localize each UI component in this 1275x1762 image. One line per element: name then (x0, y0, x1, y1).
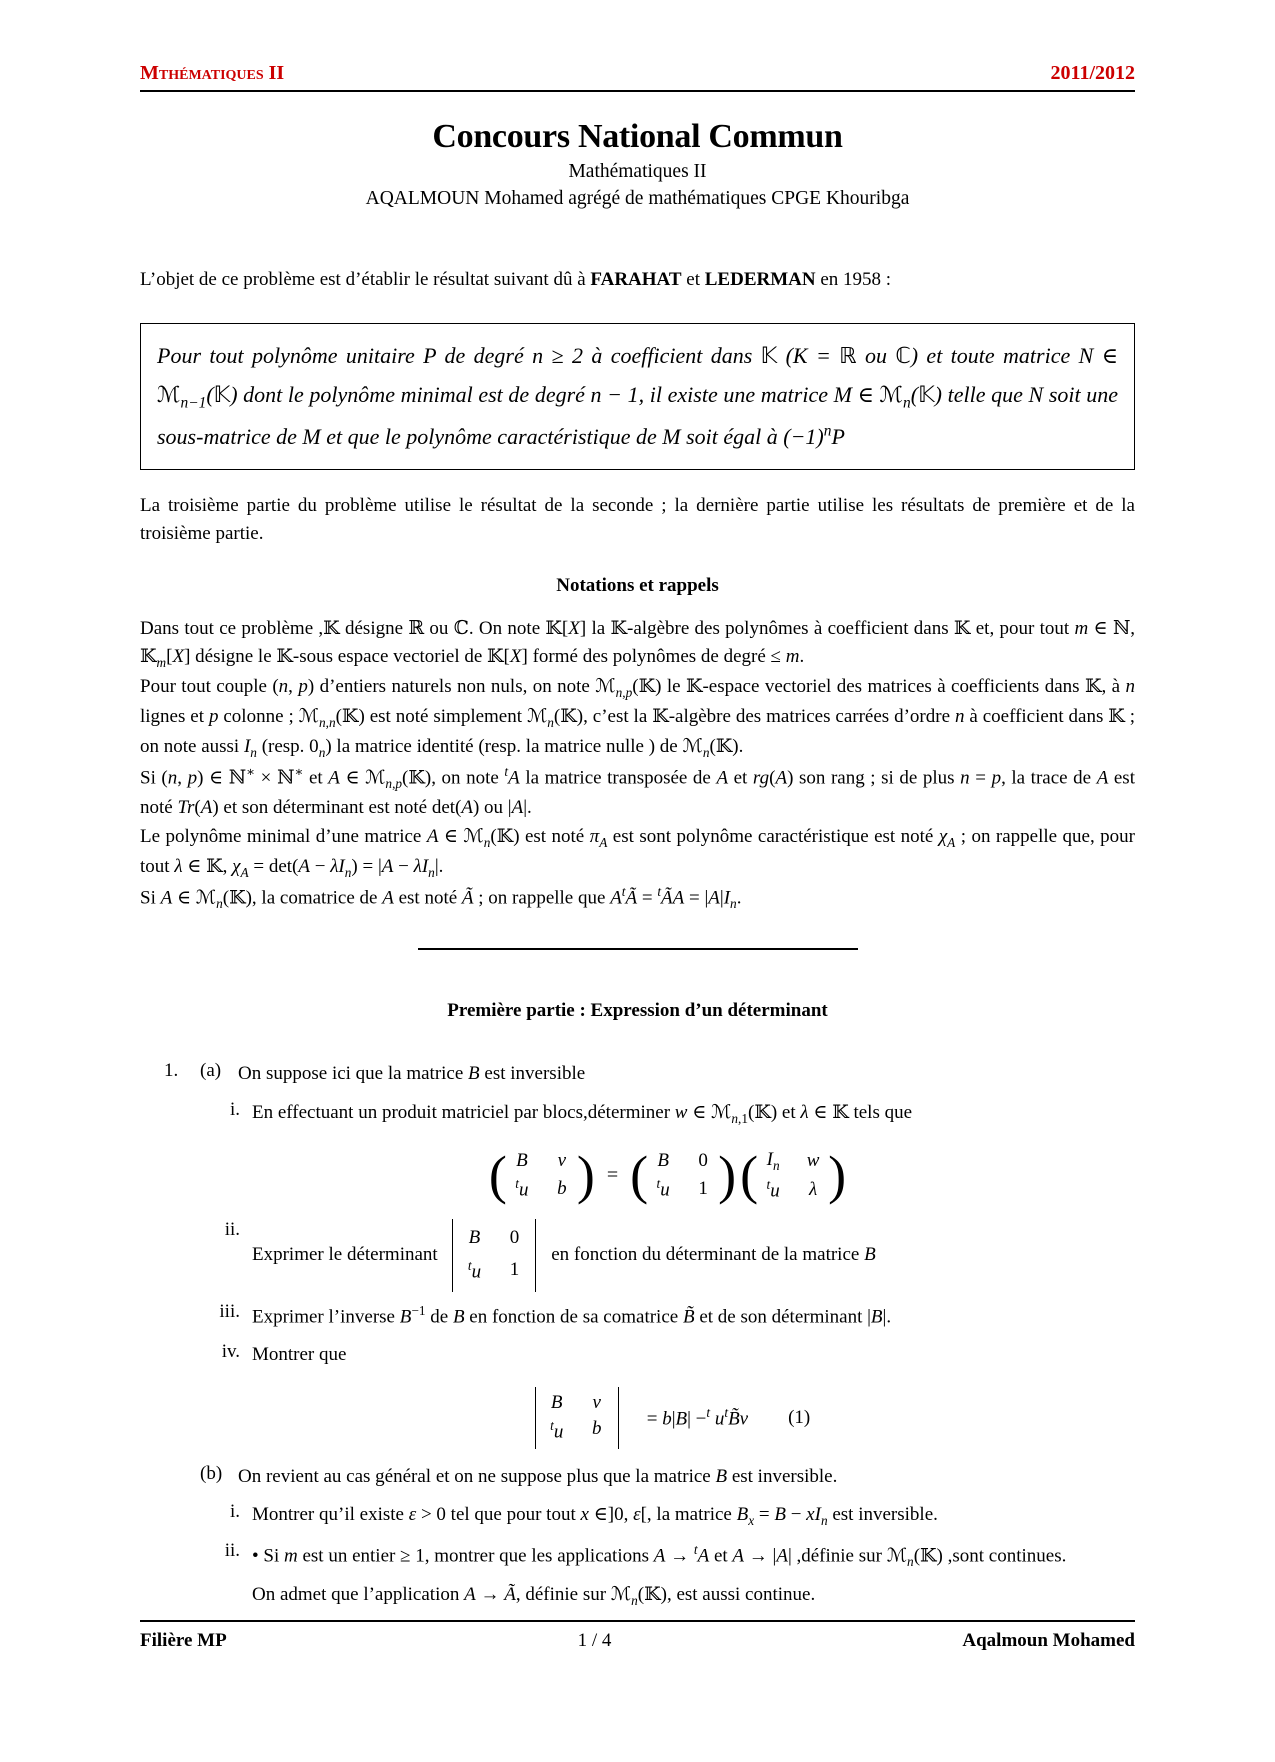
matrix-cell: 1 (509, 1259, 520, 1281)
document-title: Concours National Commun (432, 118, 843, 155)
right-paren: ) (828, 1145, 847, 1206)
question-1b (200, 1463, 1135, 1492)
intro-paragraph: L’objet de ce problème est d’établir le résultat suivant dû à FARAHAT et LEDERMAN en 1958 : (140, 269, 892, 290)
matrix-lhs (488, 1145, 595, 1206)
question-1b-label: (b) (200, 1462, 223, 1484)
block-equation-matrix-product (200, 1147, 1135, 1205)
document-subtitle: Mathématiques II (568, 161, 707, 182)
matrix-cell: v (557, 1149, 567, 1171)
empty-label-spacer (200, 1581, 252, 1611)
part1-heading: Première partie : Expression d’un déterminant (447, 1000, 828, 1022)
item-a-iv-text: Montrer que (252, 1343, 347, 1365)
footer-page-number: 1 / 4 (577, 1629, 612, 1651)
matrix-cell: $I_n$ (766, 1148, 780, 1173)
matrix-cell: λ (808, 1179, 818, 1201)
theorem-box: Pour tout polynôme unitaire P de degré n ≥ 2 à coefficient dans 𝕂 (K = ℝ ou ℂ) et toute matrice N ∈ ℳ$_{n-1}$(𝕂) dont le polynôme minimal est de degré n − 1, il existe une matrice M ∈ ℳ$_n$(𝕂) telle que N soit une sous-matrice de M et que le polynôme caractéristique de M soit égal à $(-1)^nP$ (140, 323, 1135, 470)
matrix-cell: $^t$u (766, 1177, 780, 1202)
item-b-ii-text: • Si m est un entier ≥ 1, montrer que les applications A → $^t$A et A → |A| ,définie sur ℳ$_n$(𝕂) ,sont continues. (252, 1541, 1067, 1570)
matrix-grid (758, 1147, 828, 1205)
header-school-year: 2011/2012 (1050, 62, 1135, 84)
matrix-cell: v (592, 1392, 601, 1414)
item-a-ii-label: ii. (224, 1218, 240, 1240)
item-b-i-text: Montrer qu’il existe ε > 0 tel que pour tout x ∈]0, ε[, la matrice $B_x = B - xI_n$ est inversible. (252, 1504, 938, 1528)
matrix-grid (507, 1148, 577, 1203)
author-line: AQALMOUN Mohamed agrégé de mathématiques CPGE Khouribga (365, 188, 910, 209)
question-1b-text: On revient au cas général et on ne suppose plus que la matrice B est inversible. (238, 1465, 838, 1487)
header-course-title: Mthématiques II (140, 62, 285, 84)
page-header (140, 62, 1135, 92)
item-a-iii-text: Exprimer l’inverse $B^{-1}$ de B en fonction de sa comatrice B̃ et de son déterminant |B|. (252, 1303, 892, 1328)
question-1 (140, 1060, 1135, 1619)
item-b-i-label: i. (229, 1501, 240, 1523)
question-1a-label: (a) (200, 1060, 222, 1082)
notations-paragraph-1: Dans tout ce problème ,𝕂 désigne ℝ ou ℂ. On note 𝕂[X] la 𝕂-algèbre des polynômes à coefficient dans 𝕂 et, pour tout m ∈ ℕ, 𝕂$_m$[X] désigne le 𝕂-sous espace vectoriel de 𝕂[X] formé des polynômes de degré ≤ m. (140, 617, 1136, 671)
question-1a-subitems (200, 1099, 1135, 1449)
item-b-ii-continuation-text: On admet que l’application A → Ã, définie sur ℳ$_n$(𝕂), est aussi continue. (252, 1583, 816, 1608)
notations-paragraph-4: Le polynôme minimal d’une matrice A ∈ ℳ$_n$(𝕂) est noté $\pi_A$ est sont polynôme caractéristique est noté $\chi_A$ ; on rappelle que, pour tout λ ∈ 𝕂, $\chi_A = \det(A - \lambda I_n) = |A - \lambda I_n|$. (140, 825, 1135, 880)
page-footer (140, 1620, 1135, 1652)
item-a-iii (200, 1301, 1135, 1332)
right-paren: ) (718, 1145, 737, 1206)
footer-track: Filière MP (140, 1629, 227, 1651)
matrix-cell: B (468, 1226, 481, 1248)
question-body (200, 1060, 1135, 1619)
left-paren: ( (488, 1145, 507, 1206)
matrix-cell: b (557, 1177, 567, 1199)
item-b-ii-continuation (200, 1581, 1135, 1611)
equation-1-tag: (1) (788, 1407, 811, 1428)
matrix-cell: B (657, 1149, 669, 1171)
notations-paragraph-2: Pour tout couple (n, p) d’entiers naturels non nuls, on note ℳ$_{n,p}$(𝕂) le 𝕂-espace vectoriel des matrices à coefficients dans 𝕂, à n lignes et p colonne ; ℳ$_{n,n}$(𝕂) est noté simplement ℳ$_n$(𝕂), c’est la 𝕂-algèbre des matrices carrées d’ordre n à coefficient dans 𝕂 ; on note aussi $I_n$ (resp. $0_n$) la matrice identité (resp. la matrice nulle ) de ℳ$_n$(𝕂). (140, 676, 1135, 760)
equation-1 (200, 1387, 1135, 1448)
matrix-product-group (630, 1147, 846, 1205)
equation-1-rhs: = b|B| −$^t$ $u^tB̃v$ (646, 1405, 749, 1430)
matrix-cell: w (806, 1149, 820, 1171)
question-1b-subitems (200, 1501, 1135, 1611)
item-b-ii (200, 1540, 1135, 1572)
item-a-ii-text (252, 1219, 1135, 1292)
footer-author: Aqalmoun Mohamed (962, 1629, 1135, 1651)
equals-sign: = (606, 1164, 619, 1187)
question-number: 1. (164, 1060, 179, 1082)
item-a-iii-label: iii. (219, 1301, 240, 1323)
matrix-cell: B (516, 1149, 528, 1171)
item-a-i (200, 1099, 1135, 1129)
matrix-grid (648, 1148, 718, 1203)
item-b-i (200, 1501, 1135, 1531)
item-a-iv-label: iv. (221, 1340, 240, 1362)
question-1a-text: On suppose ici que la matrice B est inversible (238, 1063, 586, 1085)
matrix-cell: 0 (698, 1149, 708, 1171)
question-1a (200, 1060, 1135, 1089)
right-paren: ) (576, 1145, 595, 1206)
determinant-matrix (535, 1387, 619, 1448)
matrix-cell: $^t$u (550, 1418, 564, 1443)
after-box-paragraph: La troisième partie du problème utilise le résultat de la seconde ; la dernière partie utilise les résultats de première et de la troisième partie. (140, 494, 1135, 545)
matrix-cell: b (591, 1418, 602, 1440)
item-a-i-text: En effectuant un produit matriciel par blocs,déterminer w ∈ ℳ$_{n,1}$(𝕂) et λ ∈ 𝕂 tels que (252, 1101, 913, 1126)
item-a-i-label: i. (229, 1098, 240, 1120)
notations-paragraph-3: Si (n, p) ∈ ℕ∗ × ℕ∗ et A ∈ ℳ$_{n,p}$(𝕂), on note $^t$A la matrice transposée de A et rg(A) son rang ; si de plus n = p, la trace de A est noté Tr(A) et son déterminant est noté det(A) ou |A|. (140, 764, 1135, 819)
item-a-ii-post: en fonction du déterminant de la matrice B (551, 1243, 876, 1265)
matrix-cell: B (550, 1392, 563, 1414)
item-a-ii-pre: Exprimer le déterminant (252, 1243, 438, 1265)
matrix-cell: $^t$u (515, 1175, 529, 1201)
determinant-matrix (452, 1219, 536, 1292)
notations-heading: Notations et rappels (556, 574, 719, 596)
matrix-cell: $^t$u (656, 1175, 670, 1201)
item-a-iv (200, 1341, 1135, 1370)
notations-paragraph-5: Si A ∈ ℳ$_n$(𝕂), la comatrice de A est noté Ã ; on rappelle que $A^tÃ$ = $^t$ÃA = $|A|I_n$. (140, 884, 742, 912)
item-a-ii (200, 1219, 1135, 1292)
matrix-cell: 1 (698, 1177, 708, 1199)
matrix-cell: $^t$u (467, 1258, 482, 1283)
section-divider-rule (418, 948, 858, 950)
matrix-factor-2 (740, 1147, 846, 1205)
matrix-factor-1 (630, 1145, 737, 1206)
matrix-cell: 0 (509, 1226, 520, 1248)
left-paren: ( (630, 1145, 649, 1206)
left-paren: ( (740, 1145, 759, 1206)
item-b-ii-label: ii. (224, 1539, 240, 1561)
